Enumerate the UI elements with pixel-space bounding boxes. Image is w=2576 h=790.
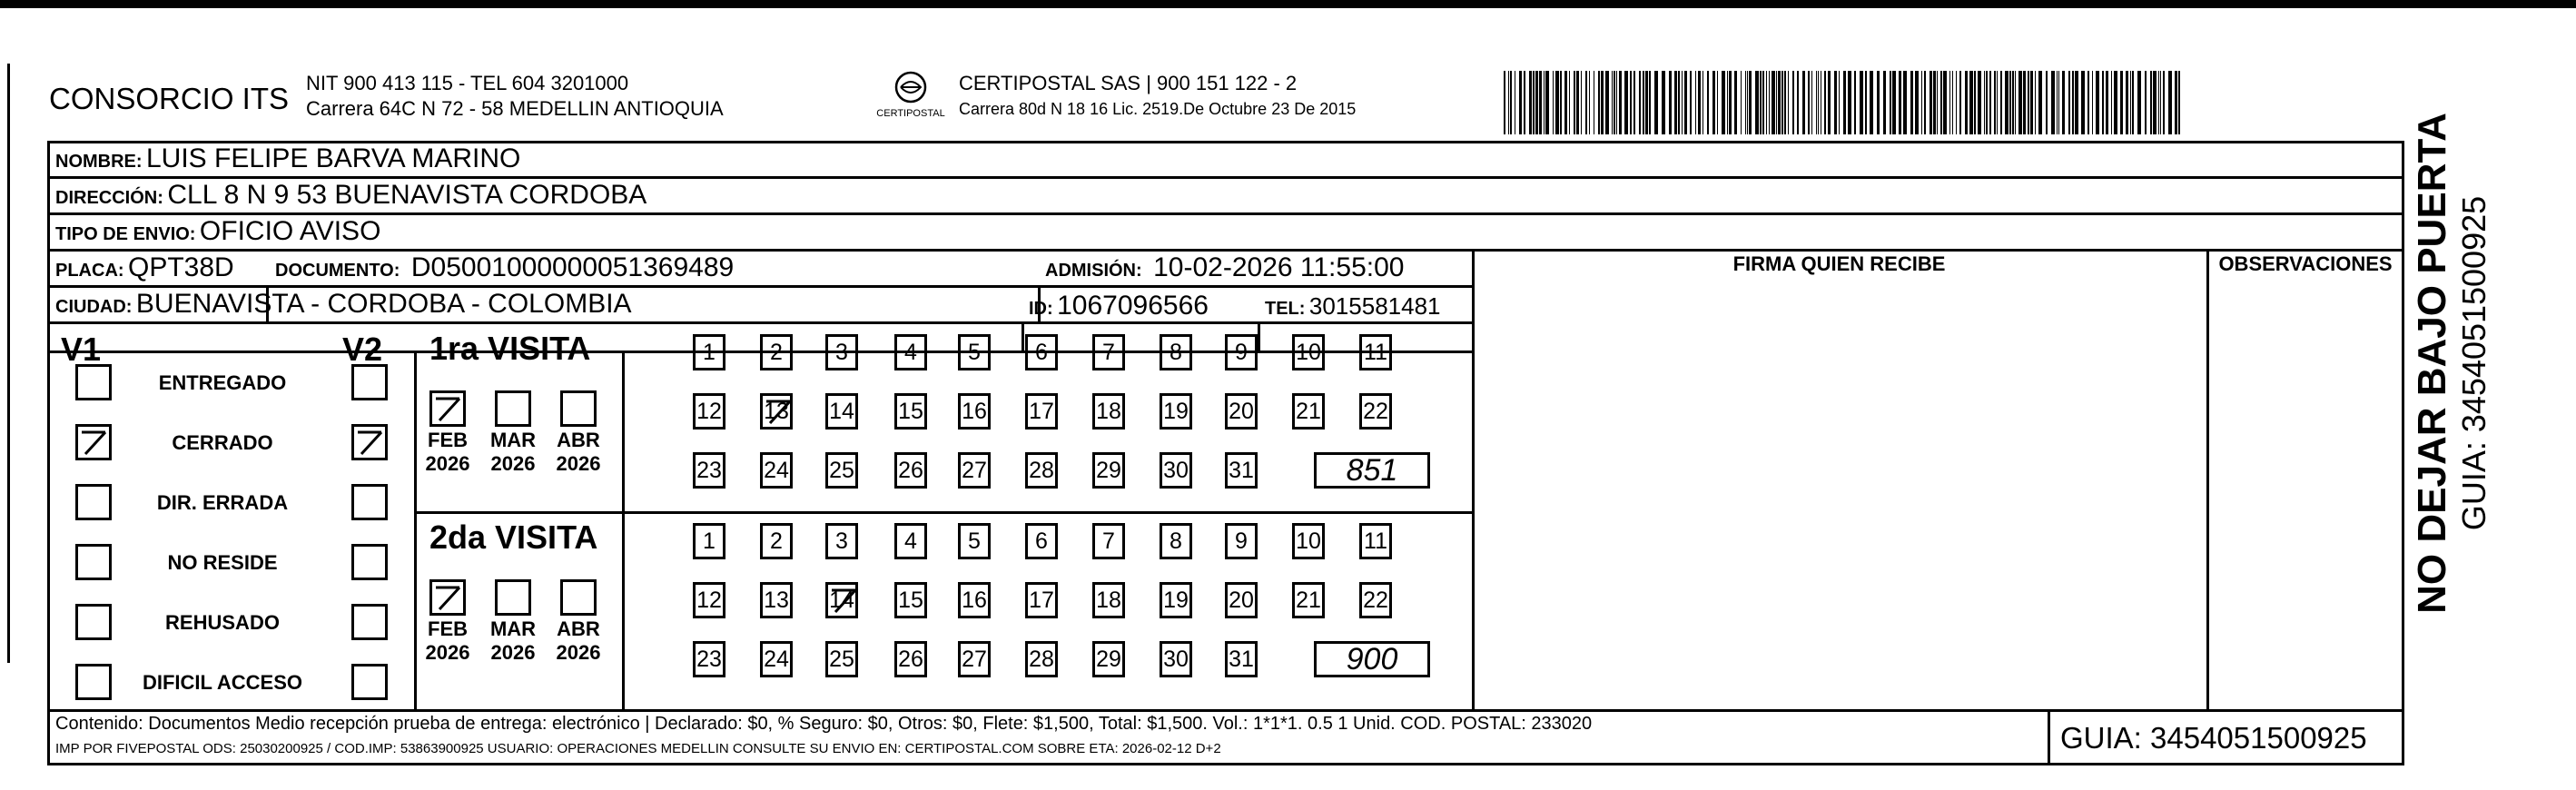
v2-status-checkbox[interactable] [351,424,388,460]
document-label: DOCUMENTO: [275,261,400,281]
id-value: 1067096566 [1057,291,1209,321]
day-box[interactable]: 27 [958,452,991,489]
name-label: NOMBRE: [55,152,143,172]
day-box[interactable]: 26 [894,641,927,677]
address-row [55,180,646,211]
carrier-info [959,71,1356,122]
day-box[interactable]: 11 [1359,334,1392,370]
visit-time-box[interactable]: 851 [1314,452,1430,489]
side-guia: GUIA: 3454051500925 [2455,195,2492,531]
type-row [55,216,380,247]
day-box[interactable]: 27 [958,641,991,677]
v2-status-checkbox[interactable] [351,484,388,520]
day-box[interactable]: 10 [1292,334,1325,370]
tel-value: 3015581481 [1308,292,1441,320]
day-box[interactable]: 21 [1292,393,1325,430]
observations-header: OBSERVACIONES [2218,252,2393,275]
plate-value: QPT38D [128,252,234,282]
month-checkbox[interactable] [429,390,466,427]
tel-label: TEL: [1265,299,1306,319]
status-label: DIR. ERRADA [156,491,289,514]
company-nit: NIT 900 413 115 - TEL 604 3201000 [306,72,629,94]
month-name: MAR [489,429,537,451]
day-box[interactable]: 5 [958,334,991,370]
month-name: FEB [428,617,468,640]
day-box[interactable]: 4 [894,334,927,370]
month-label [420,617,475,665]
day-box[interactable]: 9 [1225,334,1258,370]
certipostal-logo [861,69,961,127]
delivery-form [47,141,2404,765]
day-box[interactable]: 1 [693,523,725,559]
month-checkbox[interactable] [429,579,466,616]
month-label [551,429,606,476]
day-box[interactable]: 12 [693,393,725,430]
first-visit-title: 1ra VISITA [429,330,591,367]
month-name: ABR [557,617,600,640]
company-info [306,71,724,122]
day-box[interactable]: 10 [1292,523,1325,559]
month-checkbox[interactable] [560,390,597,427]
day-box[interactable]: 1 [693,334,725,370]
day-box[interactable]: 21 [1292,582,1325,618]
v1-status-checkbox[interactable] [75,484,112,520]
barcode [1504,71,2180,134]
admission-field [1045,252,1404,283]
id-field [1029,291,1209,321]
side-label [2410,113,2493,614]
footer-guia: GUIA: 3454051500925 [2060,721,2367,755]
admission-label: ADMISIÓN: [1045,261,1142,281]
month-year: 2026 [425,452,470,475]
carrier-address: Carrera 80d N 18 16 Lic. 2519.De Octubre 23 De 2015 [959,100,1357,118]
company-name: CONSORCIO ITS [49,82,290,115]
day-box[interactable]: 6 [1025,334,1058,370]
day-box[interactable]: 8 [1160,334,1192,370]
day-box[interactable]: 2 [760,523,793,559]
day-box[interactable]: 16 [958,582,991,618]
day-box[interactable]: 23 [693,452,725,489]
v1-status-checkbox[interactable] [75,544,112,580]
recipient-address: CLL 8 N 9 53 BUENAVISTA CORDOBA [167,180,647,210]
footer-print-info: IMP POR FIVEPOSTAL ODS: 25030200925 / COD.IMP: 53863900925 USUARIO: OPERACIONES MEDELLIN CONSULTE SU ENVIO EN: CERTIPOSTAL.COM SOBRE ETA: 2026-02-12 D+2 [55,741,1221,756]
day-box[interactable]: 17 [1025,582,1058,618]
day-box[interactable]: 12 [693,582,725,618]
status-label: DIFICIL ACCESO [142,671,302,694]
signature-header: FIRMA QUIEN RECIBE [1732,252,1946,275]
day-box[interactable]: 31 [1225,641,1258,677]
day-box[interactable]: 17 [1025,393,1058,430]
status-label: REHUSADO [165,611,280,634]
day-box[interactable]: 6 [1025,523,1058,559]
day-box[interactable]: 24 [760,452,793,489]
day-box[interactable]: 14 [825,393,858,430]
day-box[interactable]: 25 [825,641,858,677]
day-box[interactable]: 13 [760,582,793,618]
v1-status-checkbox[interactable] [75,364,112,400]
v2-status-checkbox[interactable] [351,604,388,640]
day-box[interactable]: 22 [1359,393,1392,430]
day-box[interactable]: 23 [693,641,725,677]
status-label: CERRADO [172,431,273,454]
name-row [55,143,520,174]
day-box[interactable]: 25 [825,452,858,489]
month-name: MAR [489,617,537,640]
v2-header: V2 [342,331,383,368]
v2-status-checkbox[interactable] [351,544,388,580]
type-label: TIPO DE ENVIO: [55,224,196,244]
left-edge-marks [7,64,10,663]
day-box[interactable]: 13 [760,393,793,430]
day-box[interactable]: 19 [1160,393,1192,430]
v1-status-checkbox[interactable] [75,604,112,640]
v2-status-checkbox[interactable] [351,664,388,700]
day-box[interactable]: 29 [1092,452,1125,489]
day-box[interactable]: 3 [825,523,858,559]
month-label [420,429,475,476]
day-box[interactable]: 5 [958,523,991,559]
day-box[interactable]: 3 [825,334,858,370]
month-name: ABR [557,429,600,451]
day-box[interactable]: 18 [1092,582,1125,618]
carrier-name: CERTIPOSTAL SAS | 900 151 122 - 2 [959,72,1298,94]
visit-time-box[interactable]: 900 [1314,641,1430,677]
day-box[interactable]: 31 [1225,452,1258,489]
day-box[interactable]: 4 [894,523,927,559]
day-box[interactable]: 29 [1092,641,1125,677]
city-value: BUENAVISTA - CORDOBA - COLOMBIA [135,289,632,319]
v1-status-checkbox[interactable] [75,424,112,460]
day-box[interactable]: 7 [1092,523,1125,559]
document-number: D05001000000051369489 [410,252,735,282]
status-label: ENTREGADO [158,371,287,394]
shipment-type: OFICIO AVISO [199,216,381,246]
day-box[interactable]: 14 [825,582,858,618]
day-box[interactable]: 24 [760,641,793,677]
day-box[interactable]: 20 [1225,582,1258,618]
month-checkbox[interactable] [495,390,531,427]
day-box[interactable]: 15 [894,582,927,618]
day-box[interactable]: 8 [1160,523,1192,559]
month-label [551,617,606,665]
day-box[interactable]: 9 [1225,523,1258,559]
day-box[interactable]: 28 [1025,641,1058,677]
day-box[interactable]: 15 [894,393,927,430]
v1-status-checkbox[interactable] [75,664,112,700]
month-name: FEB [428,429,468,451]
day-box[interactable]: 7 [1092,334,1125,370]
day-box[interactable]: 28 [1025,452,1058,489]
month-label [486,617,540,665]
v2-status-checkbox[interactable] [351,364,388,400]
logo-text: CERTIPOSTAL [876,108,945,119]
month-checkbox[interactable] [560,579,597,616]
day-box[interactable]: 19 [1160,582,1192,618]
second-visit-title: 2da VISITA [429,518,598,556]
day-box[interactable]: 30 [1160,452,1192,489]
month-label [486,429,540,476]
day-box[interactable]: 18 [1092,393,1125,430]
city-row [55,289,632,320]
plate-row [55,252,234,283]
address-label: DIRECCIÓN: [55,188,163,208]
status-label: NO RESIDE [167,551,278,574]
recipient-name: LUIS FELIPE BARVA MARINO [146,143,521,173]
plate-label: PLACA: [55,261,124,281]
side-warning: NO DEJAR BAJO PUERTA [2410,113,2454,614]
month-year: 2026 [556,641,601,664]
company-address: Carrera 64C N 72 - 58 MEDELLIN ANTIOQUIA [306,97,724,120]
id-label: ID: [1029,299,1053,319]
month-checkbox[interactable] [495,579,531,616]
month-year: 2026 [556,452,601,475]
tel-field [1265,292,1441,321]
v1-header: V1 [61,331,102,368]
day-box[interactable]: 20 [1225,393,1258,430]
month-year: 2026 [490,452,536,475]
month-year: 2026 [490,641,536,664]
month-year: 2026 [425,641,470,664]
day-box[interactable]: 22 [1359,582,1392,618]
day-box[interactable]: 30 [1160,641,1192,677]
document-field [275,252,734,283]
top-black-bar [0,0,2576,8]
admission-date: 10-02-2026 11:55:00 [1153,252,1405,282]
day-box[interactable]: 16 [958,393,991,430]
day-box[interactable]: 26 [894,452,927,489]
day-box[interactable]: 11 [1359,523,1392,559]
day-box[interactable]: 2 [760,334,793,370]
footer-content: Contenido: Documentos Medio recepción prueba de entrega: electrónico | Declarado: $0, % Seguro: $0, Otros: $0, Flete: $1,500, Total: $1,500. Vol.: 1*1*1. 0.5 1 Unid. COD. POSTAL: 233020 [55,714,1593,734]
city-label: CIUDAD: [55,297,133,317]
